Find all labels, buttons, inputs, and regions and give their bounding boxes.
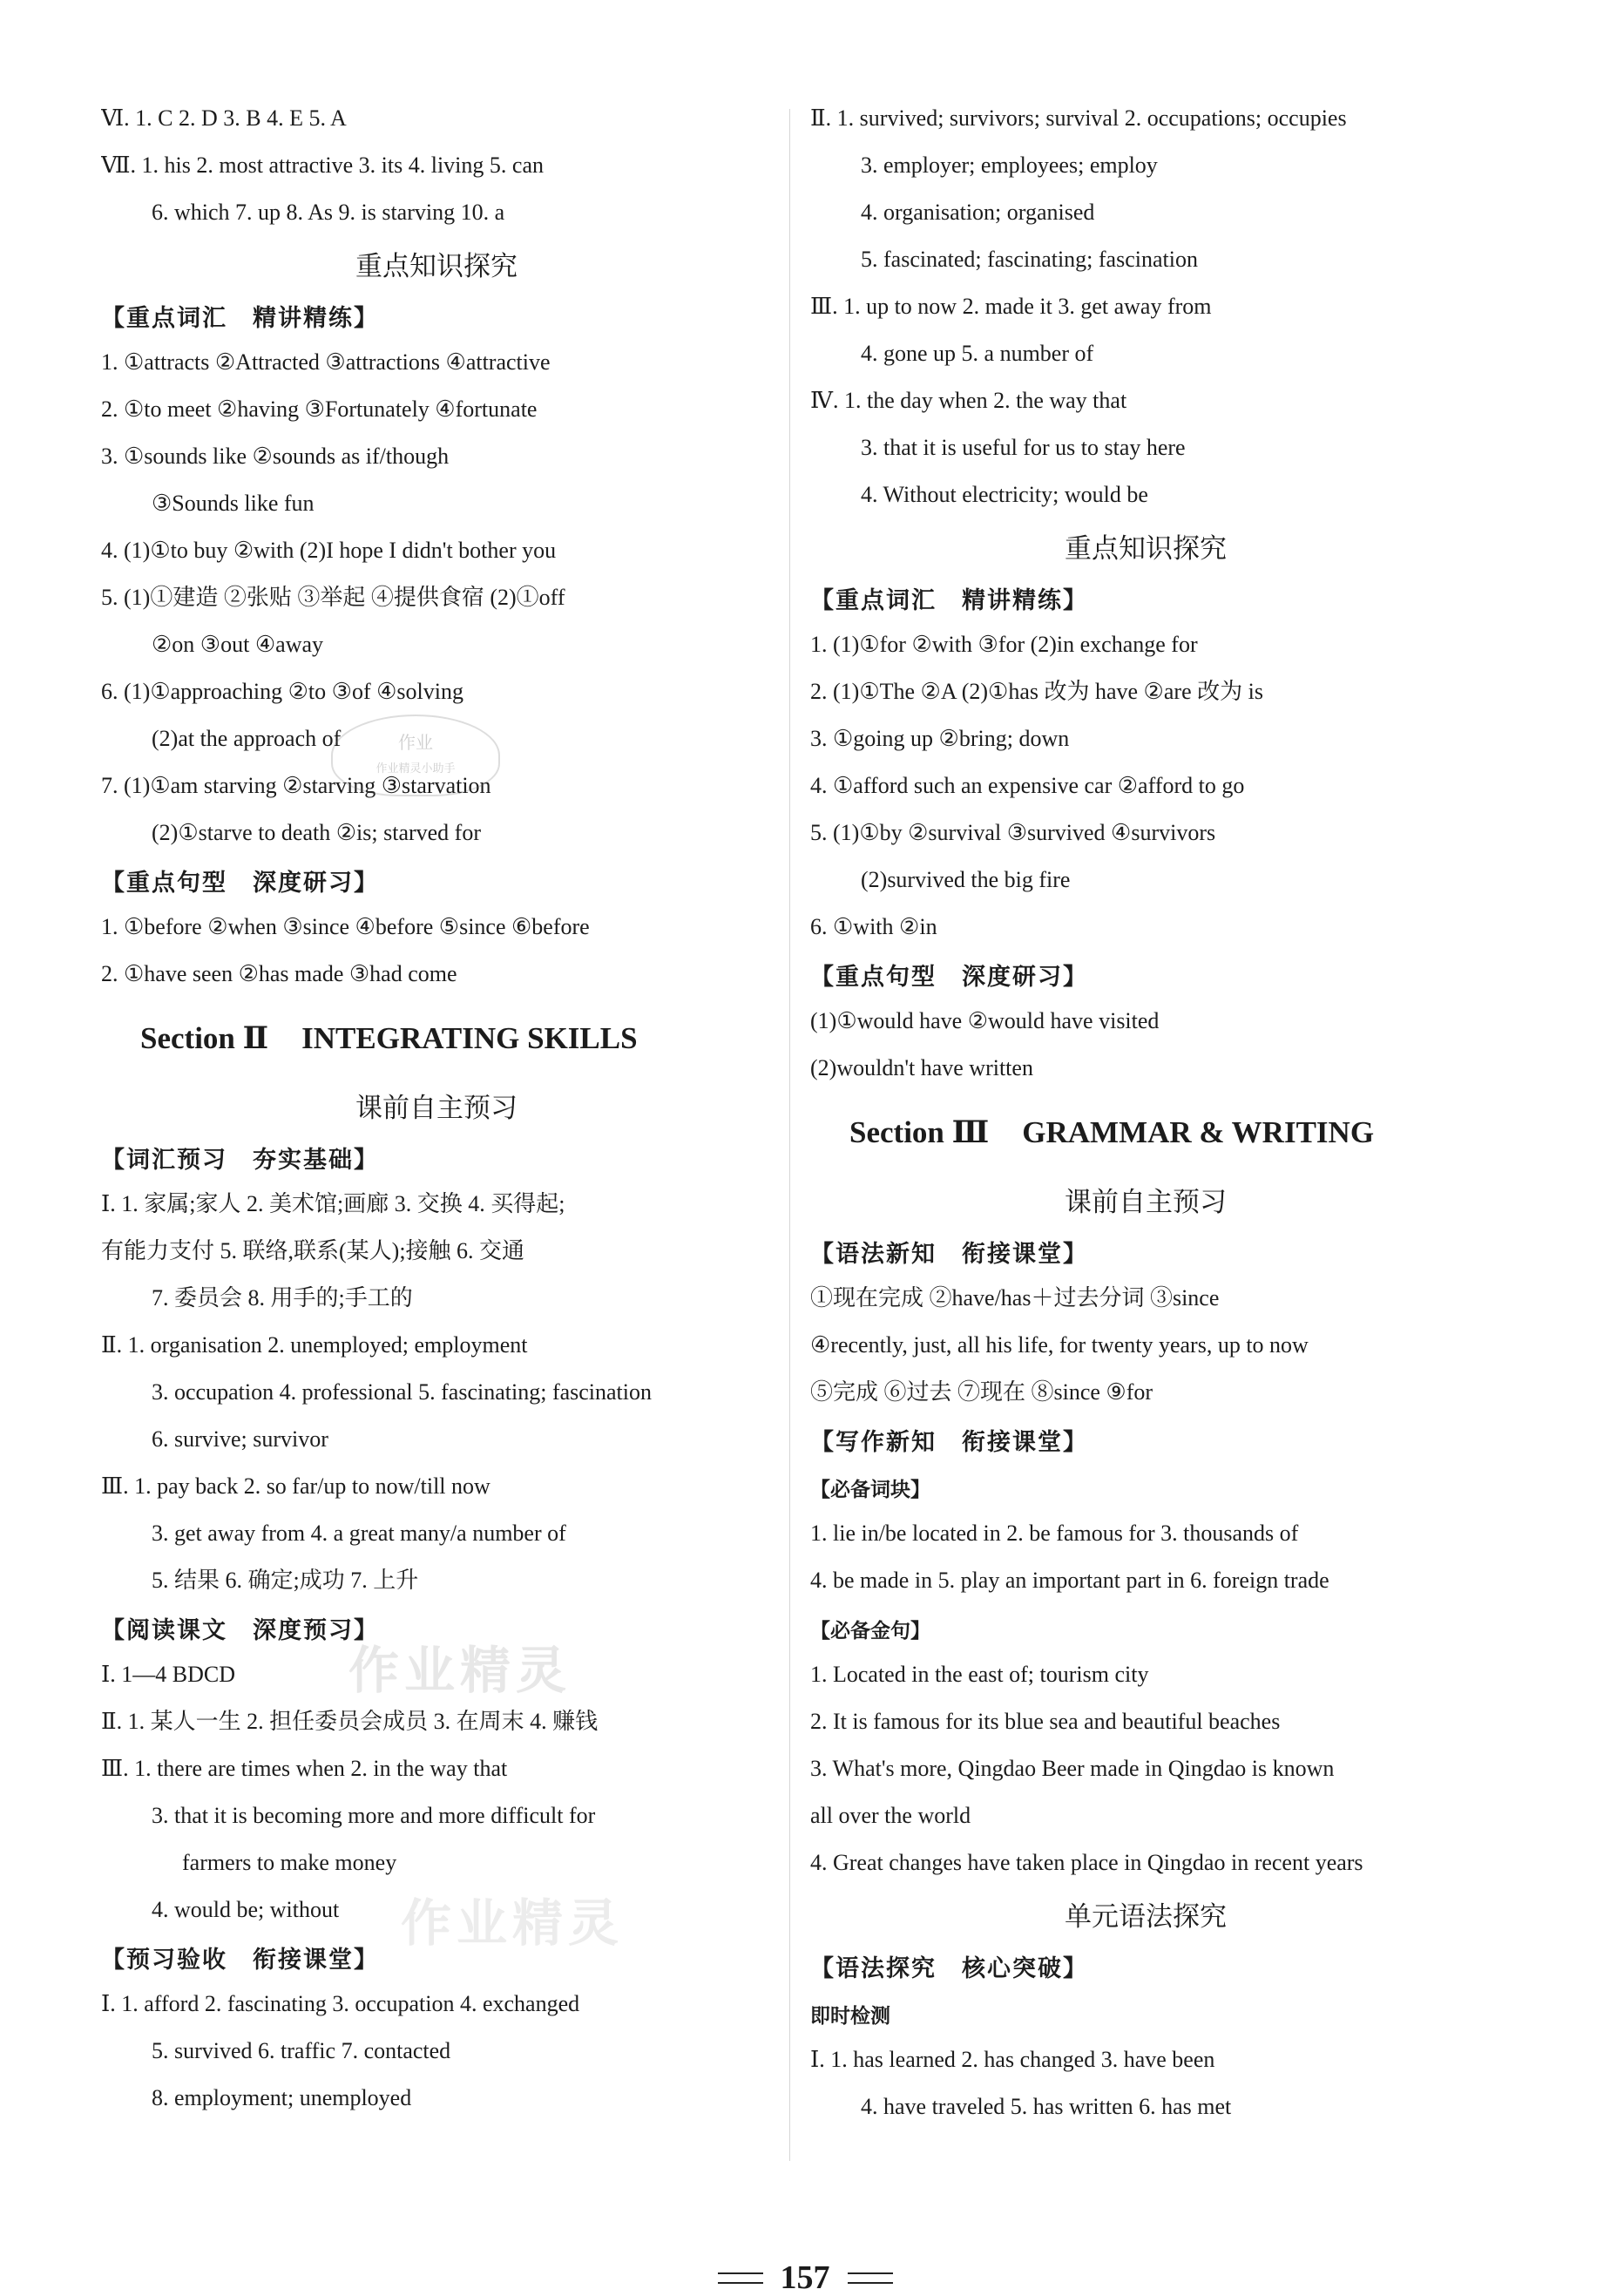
right-column (810, 105, 1481, 2140)
answer-line: Ⅰ. 1. afford 2. fascinating 3. occupation 4. exchanged (101, 1991, 580, 2016)
answer-line: 3. that it is useful for us to stay here (861, 435, 1186, 460)
sub-label: 即时检测 (810, 2005, 890, 2028)
answer-line: 8. employment; unemployed (152, 2085, 412, 2110)
part-heading: 课前自主预习 (1065, 1187, 1227, 1218)
subsection-heading: 【重点句型 深度研习】 (810, 964, 1088, 991)
answer-line: Ⅳ. 1. the day when 2. the way that (810, 388, 1127, 413)
answer-line: (2)at the approach of (152, 726, 342, 751)
part-heading: 重点知识探究 (355, 251, 518, 282)
answer-line: Ⅰ. 1. 家属;家人 2. 美术馆;画廊 3. 交换 4. 买得起; (101, 1191, 565, 1216)
subsection-heading: 【写作新知 衔接课堂】 (810, 1429, 1088, 1456)
answer-line: all over the world (810, 1803, 971, 1828)
answer-line: Ⅱ. 1. organisation 2. unemployed; employment (101, 1332, 528, 1358)
answer-line: 1. ①before ②when ③since ④before ⑤since ⑥before (101, 914, 590, 939)
answer-line: 5. (1)①建造 ②张贴 ③举起 ④提供食宿 (2)①off (101, 585, 565, 610)
subsection-heading: 【词汇预习 夯实基础】 (101, 1147, 379, 1174)
answer-line: Ⅵ. 1. C 2. D 3. B 4. E 5. A (101, 105, 347, 131)
part-heading: 单元语法探究 (1065, 1901, 1227, 1933)
sub-label: 【必备金句】 (810, 1620, 930, 1642)
answer-line: 3. What's more, Qingdao Beer made in Qingdao is known (810, 1756, 1335, 1781)
sub-label: 【必备词块】 (810, 1479, 930, 1501)
subsection-heading: 【语法探究 核心突破】 (810, 1955, 1088, 1982)
answer-line: 2. ①to meet ②having ③Fortunately ④fortunate (101, 396, 538, 422)
answer-line: 4. ①afford such an expensive car ②afford to go (810, 773, 1245, 798)
answer-line: 3. ①going up ②bring; down (810, 726, 1070, 751)
section-heading (810, 1101, 1481, 1182)
answer-line: ③Sounds like fun (152, 491, 315, 516)
answer-line: 4. gone up 5. a number of (861, 341, 1094, 366)
seal-subtitle: 作业精灵小助手 (375, 762, 456, 775)
answer-line: Ⅱ. 1. 某人一生 2. 担任委员会成员 3. 在周末 4. 赚钱 (101, 1709, 599, 1734)
answer-line: 4. (1)①to buy ②with (2)I hope I didn't bother you (101, 538, 557, 563)
answer-line: 3. get away from 4. a great many/a number of (152, 1521, 566, 1546)
footer-dash-right (848, 2272, 893, 2284)
answer-line: Ⅰ. 1—4 BDCD (101, 1662, 236, 1687)
watermark-seal (331, 715, 500, 796)
answer-line: ④recently, just, all his life, for twenty years, up to now (810, 1332, 1309, 1358)
answer-line: farmers to make money (182, 1850, 397, 1875)
subsection-heading: 【重点句型 深度研习】 (101, 870, 379, 897)
section-number: Section Ⅱ (140, 1021, 269, 1055)
answer-line: 3. ①sounds like ②sounds as if/though (101, 444, 450, 469)
subsection-heading: 【语法新知 衔接课堂】 (810, 1241, 1088, 1268)
answer-line: Ⅲ. 1. pay back 2. so far/up to now/till now (101, 1473, 490, 1499)
answer-line: 2. It is famous for its blue sea and beautiful beaches (810, 1709, 1281, 1734)
answer-line: (2)wouldn't have written (810, 1055, 1033, 1080)
answer-line: 有能力支付 5. 联络,联系(某人);接触 6. 交通 (101, 1238, 525, 1263)
answer-line: 4. be made in 5. play an important part in 6. foreign trade (810, 1568, 1329, 1593)
answer-line: 4. have traveled 5. has written 6. has met (861, 2094, 1232, 2119)
answer-line: 6. (1)①approaching ②to ③of ④solving (101, 679, 463, 704)
page-footer (0, 2260, 1610, 2295)
answer-line: 4. organisation; organised (861, 200, 1095, 225)
answer-line: Ⅲ. 1. there are times when 2. in the way that (101, 1756, 508, 1781)
section-heading (101, 1007, 772, 1087)
answer-line: 4. Without electricity; would be (861, 482, 1148, 507)
page-number: 157 (780, 2259, 830, 2296)
answer-line: 2. ①have seen ②has made ③had come (101, 961, 457, 986)
answer-line: 3. occupation 4. professional 5. fascinating; fascination (152, 1379, 653, 1405)
subsection-heading: 【阅读课文 深度预习】 (101, 1617, 379, 1644)
part-heading: 重点知识探究 (1065, 533, 1227, 565)
answer-line: (1)①would have ②would have visited (810, 1008, 1160, 1033)
section-title: GRAMMAR & WRITING (1022, 1115, 1375, 1149)
answer-line: 5. fascinated; fascinating; fascination (861, 247, 1198, 272)
answer-line: Ⅲ. 1. up to now 2. made it 3. get away from (810, 294, 1212, 319)
section-number: Section Ⅲ (849, 1115, 990, 1149)
answer-line: 6. which 7. up 8. As 9. is starving 10. a (152, 200, 505, 225)
answer-line: 4. Great changes have taken place in Qingdao in recent years (810, 1850, 1363, 1875)
watermark-text: 作业精灵 (348, 1641, 572, 1700)
answer-line: 4. would be; without (152, 1897, 340, 1922)
answer-line: 3. employer; employees; employ (861, 152, 1158, 178)
answer-line: 6. survive; survivor (152, 1426, 328, 1452)
answer-line: ⑤完成 ⑥过去 ⑦现在 ⑧since ⑨for (810, 1379, 1153, 1405)
answer-line: (2)survived the big fire (861, 867, 1071, 892)
answer-line: 2. (1)①The ②A (2)①has 改为 have ②are 改为 is (810, 679, 1263, 704)
answer-line: 5. (1)①by ②survival ③survived ④survivors (810, 820, 1216, 845)
subsection-heading: 【重点词汇 精讲精练】 (101, 305, 379, 332)
answer-line: 3. that it is becoming more and more difficult for (152, 1803, 596, 1828)
answer-line: 1. ①attracts ②Attracted ③attractions ④attractive (101, 349, 551, 375)
answer-line: 1. Located in the east of; tourism city (810, 1662, 1149, 1687)
part-heading: 课前自主预习 (355, 1093, 518, 1124)
answer-line: 1. lie in/be located in 2. be famous for 3. thousands of (810, 1521, 1299, 1546)
column-divider (789, 109, 790, 2161)
answer-line: 7. 委员会 8. 用手的;手工的 (152, 1285, 413, 1311)
answer-line: 1. (1)①for ②with ③for (2)in exchange for (810, 632, 1198, 657)
answer-line: Ⅰ. 1. has learned 2. has changed 3. have been (810, 2047, 1215, 2072)
answer-line: Ⅱ. 1. survived; survivors; survival 2. occupations; occupies (810, 105, 1347, 131)
watermark-text-2: 作业精灵 (401, 1893, 625, 1953)
answer-line: ①现在完成 ②have/has＋过去分词 ③since (810, 1285, 1220, 1311)
answer-line: ②on ③out ④away (152, 632, 324, 657)
answer-line: 5. survived 6. traffic 7. contacted (152, 2038, 451, 2063)
answer-line: 6. ①with ②in (810, 914, 937, 939)
subsection-heading: 【重点词汇 精讲精练】 (810, 587, 1088, 614)
answer-line: 5. 结果 6. 确定;成功 7. 上升 (152, 1568, 419, 1593)
answer-line: (2)①starve to death ②is; starved for (152, 820, 482, 845)
answer-line: 7. (1)①am starving ②starving ③starvation (101, 773, 491, 798)
answer-line: Ⅶ. 1. his 2. most attractive 3. its 4. living 5. can (101, 152, 544, 178)
seal-title: 作业 (398, 732, 433, 753)
subsection-heading: 【预习验收 衔接课堂】 (101, 1947, 379, 1974)
footer-dash-left (718, 2272, 763, 2284)
section-title: INTEGRATING SKILLS (301, 1021, 638, 1055)
left-column (101, 105, 772, 2131)
